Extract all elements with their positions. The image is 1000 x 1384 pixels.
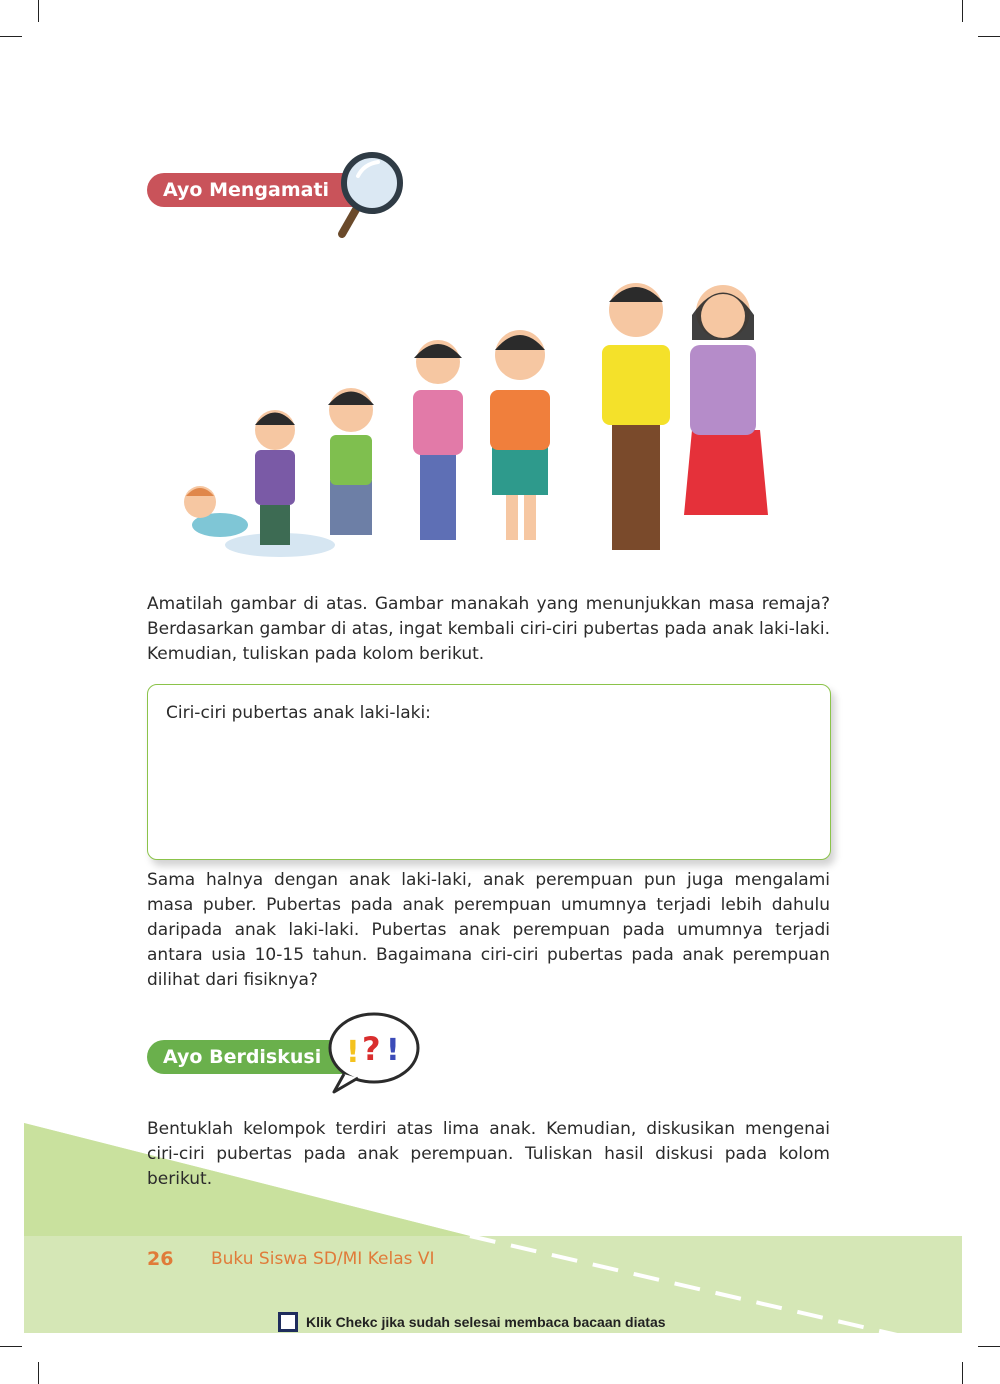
adult-woman-figure [684, 285, 768, 515]
section-label-observe: Ayo Mengamati [147, 173, 353, 207]
teen-girl-figure [413, 340, 463, 540]
svg-text:?: ? [362, 1030, 381, 1068]
girls-puberty-paragraph: Sama halnya dengan anak laki-laki, anak perempuan pun juga mengalami masa puber. Pubertas pada anak perempuan umumnya terjadi lebih dahulu daripada anak laki-laki. Pubertas anak perempuan pada umumnya terjadi antara usia 10-15 tahun. Bagaimana ciri-ciri pubertas pada anak perempuan dilihat dari fisiknya? [147, 870, 830, 990]
adult-man-figure [602, 283, 670, 550]
magnifier-icon [330, 148, 410, 243]
svg-text:!: ! [386, 1033, 400, 1068]
crop-mark [0, 36, 22, 37]
read-checkbox-label: Klik Chekc jika sudah selesai membaca bacaan diatas [306, 1314, 666, 1330]
small-boy-figure [255, 410, 295, 545]
page-number: 26 [147, 1248, 174, 1270]
small-girl-figure [328, 388, 374, 535]
teen-boy-figure [490, 330, 550, 540]
read-confirmation [278, 1312, 666, 1332]
speech-bubble-icon [322, 1010, 422, 1095]
svg-text:!: ! [346, 1035, 360, 1070]
observe-intro-paragraph: Amatilah gambar di atas. Gambar manakah yang menunjukkan masa remaja? Berdasarkan gambar di atas, ingat kembali ciri-ciri pubertas pada anak laki-laki. Kemudian, tuliskan pada kolom berikut. [147, 594, 830, 664]
crop-mark [38, 0, 39, 22]
answer-box[interactable] [147, 684, 831, 860]
discuss-intro-paragraph: Bentuklah kelompok terdiri atas lima anak. Kemudian, diskusikan mengenai ciri-ciri pubertas pada anak perempuan. Tuliskan hasil diskusi pada kolom berikut. [147, 1119, 830, 1189]
crop-mark [978, 36, 1000, 37]
book-title: Buku Siswa SD/MI Kelas VI [211, 1249, 435, 1269]
growth-stages-illustration [170, 270, 770, 565]
answer-prompt: Ciri-ciri pubertas anak laki-laki: [166, 703, 431, 723]
crop-mark [962, 0, 963, 22]
read-checkbox[interactable] [278, 1312, 298, 1332]
baby-figure [184, 486, 248, 537]
section-label-discuss: Ayo Berdiskusi [147, 1040, 348, 1074]
